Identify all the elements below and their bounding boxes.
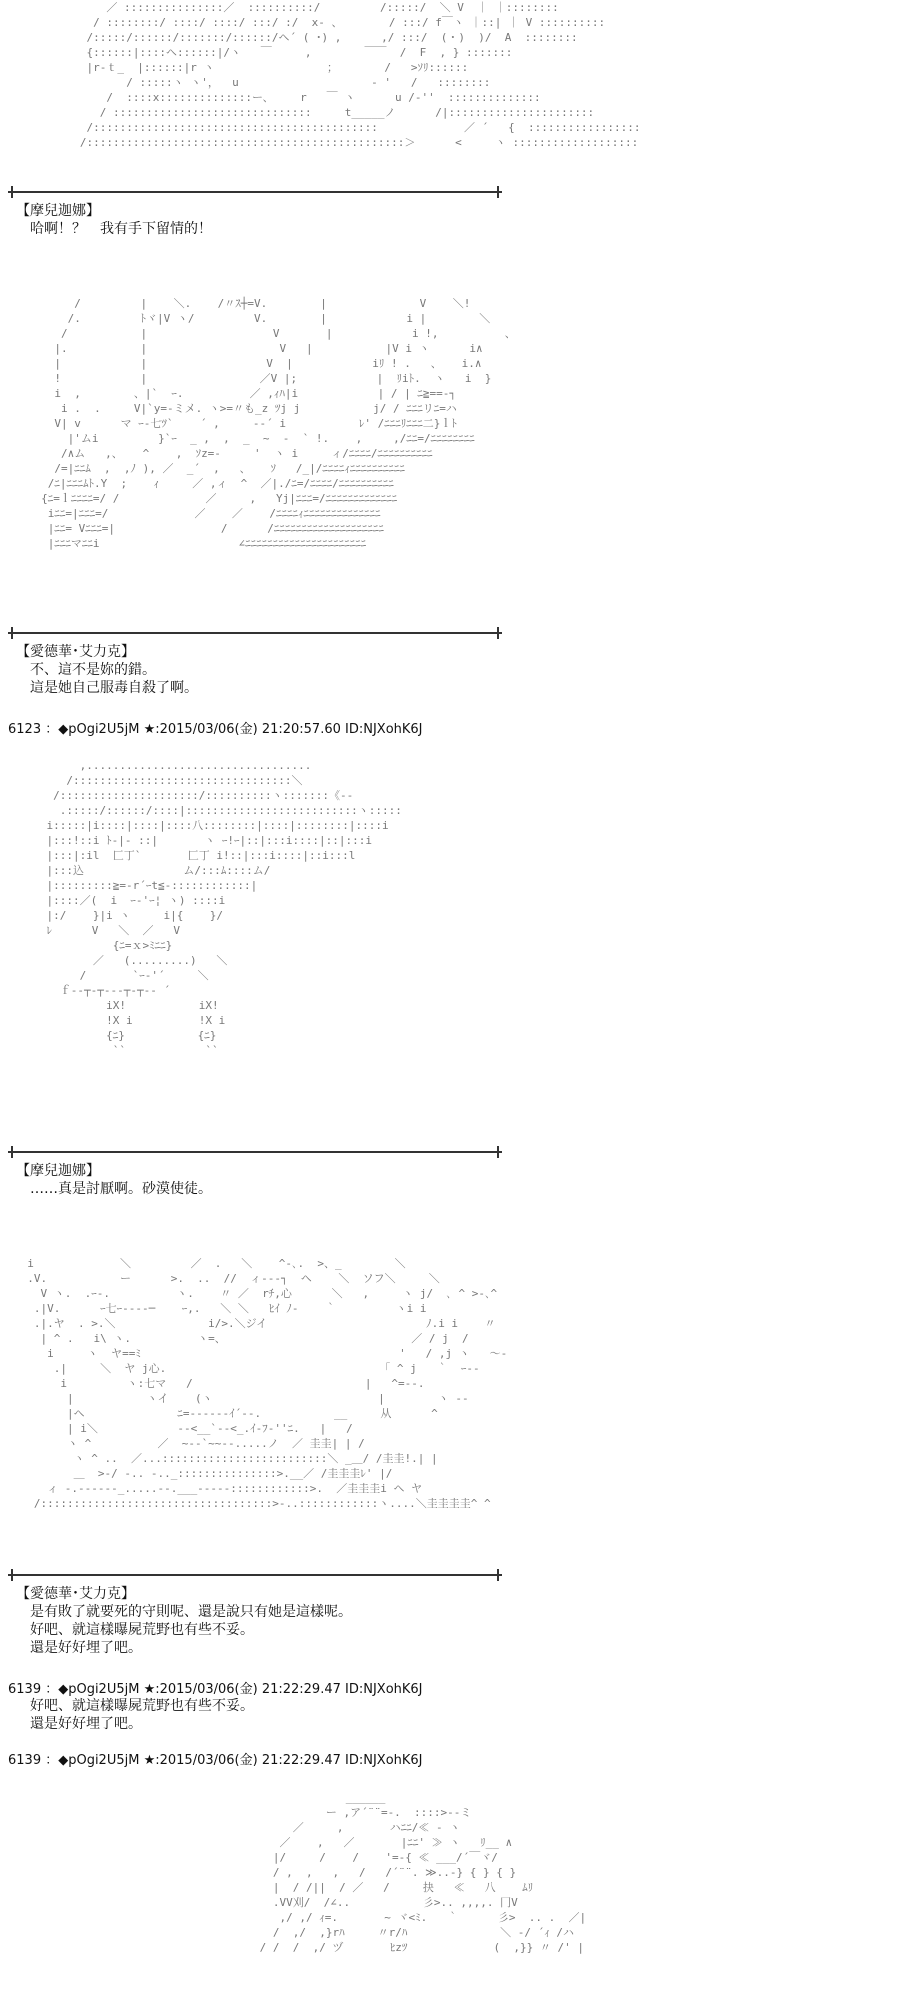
section-divider	[8, 1146, 502, 1158]
post-header: 6123 ：◆pOgi2U5jM ★:2015/03/06(金) 21:20:57.60 ID:NJXohK6J	[8, 722, 423, 737]
dialogue-line: 還是好好埋了吧。	[30, 1716, 142, 1732]
section-divider	[8, 186, 502, 198]
ascii-art-edward-hand: / | ＼. /〃ｽ┼=V. | V ＼! /. ﾄヾ|V ヽ/ V. | i | ＼ / | V | i !, 、 |. | V | |V i ヽ i∧ | | V | iﾘ ! . 、 i.∧ ! | ／V |; | ﾘiﾄ. ヽ i } i , 、|` ｰ. ／ ,ｨﾊ|i | / | ﾆ≧==‐┐ i . . V|`y=-ミメ. ヽ>=〃も_z ﾂj j j/ / ﾆﾆﾆリﾆ=ハ V| v マ ｰ-七ﾂ` ´ , -‐´ i ﾚ' /ﾆﾆﾆﾘﾆﾆﾆ二}ｌﾄ |'ムi }`ｰ _ , , _ ~ - ` !. , ,/ﾆﾆ=/ﾆﾆﾆﾆﾆﾆﾆﾆ /∧ム ,、 ^ , ｿz=- ' ヽ i ィ/ﾆﾆﾆﾆ/ﾆﾆﾆﾆﾆﾆﾆﾆﾆﾆ /=|ﾆﾆﾑ , ,ﾉ ), ／ _´ , 、 ｿ /_|/ﾆﾆﾆﾆｨﾆﾆﾆﾆﾆﾆﾆﾆﾆﾆ /ﾆ|ﾆﾆﾆﾑﾄ.Y ; ｨ ／ ,ィ ^ ／|./ﾆ=/ﾆﾆﾆﾆ/ﾆﾆﾆﾆﾆﾆﾆﾆﾆﾆ {ﾆ=ｌﾆﾆﾆﾆ=/ / ／ , Yj|ﾆﾆﾆ=/ﾆﾆﾆﾆﾆﾆﾆﾆﾆﾆﾆﾆﾆ iﾆﾆ=|ﾆﾆﾆ=/ ／ ／ /ﾆﾆﾆﾆｨﾆﾆﾆﾆﾆﾆﾆﾆﾆﾆﾆﾆﾆﾆ |ﾆﾆ= Vﾆﾆﾆ=| / /ﾆﾆﾆﾆﾆﾆﾆﾆﾆﾆﾆﾆﾆﾆﾆﾆﾆﾆﾆﾆ |ﾆﾆﾆマﾆﾆi ∠ﾆﾆﾆﾆﾆﾆﾆﾆﾆﾆﾆﾆﾆﾆﾆﾆﾆﾆﾆﾆﾆﾆ	[41, 297, 516, 550]
dialogue-line: 哈啊！？ 我有手下留情的！	[30, 221, 212, 237]
dialogue-line: 好吧、就這樣曝屍荒野也有些不妥。	[30, 1698, 254, 1714]
dialogue-line: 還是好好埋了吧。	[30, 1640, 142, 1656]
speaker-name: 【摩兒迦娜】	[16, 203, 100, 219]
dialogue-block	[16, 1162, 212, 1198]
dialogue-block	[16, 643, 198, 697]
dialogue-block	[16, 1697, 254, 1733]
dialogue-line: ……真是討厭啊。砂漠使徒。	[30, 1181, 212, 1197]
ascii-art-edward-closeup: i ＼ ／ . ＼ ^‐､. >、_ ＼ .V. ー >. .. // ィ‐‐‐┐ ヘ ＼ ソフ＼ ＼ V ヽ. .ｰ‐. ヽ. 〃 ／ rﾁ,心 ＼ , ヽ j/ ､ ^ >‐､^ .|V. ｰ七ｰ‐‐‐‐─ ｰ,. ＼ ＼ ﾋｲ ﾉ- ｀ ヽi i .|.ヤ . >.＼ i/>.＼ジイ ﾉ.i i 〃 | ^ . i\ ヽ. ヽ=、 ／ / j / i ヽ ヤ==ﾐ ' / ,j ヽ ～‐ .| ＼ ヤ j心. ｢ ^ j ｀ ｰ‐‐ i ヽ:七マ / | ^=-‐. | ヽイ (ヽ | ヽ ‐‐ |ヘ ﾆ=‐‐‐‐‐‐ｲ´‐‐. __ 从 ^ | i＼ ‐‐<__`‐‐<_.ｲ‐ﾌ‐''ﾆ. | / ヽ ^ ／ ~‐‐`~~‐‐.....ノ ／ 圭圭| | / ヽ ^ .. ／...:::::::::::::::::::::::::＼ _＿/ /圭圭!.| | ＿ >‐/ ‐.. ‐.._:::::::::::::::>.__／ /圭圭圭ﾚ' |/ ィ ‐.‐‐‐‐‐‐_.....‐‐.___‐‐‐‐‐::::::::::::>. ／圭圭圭i ヘ ヤ /:::::::::::::::::::::::::::::::::::>‐..::::::::::::ヽ....＼圭圭圭圭^ ^	[27, 1257, 508, 1510]
dialogue-block	[16, 202, 212, 238]
dialogue-line: 不、這不是妳的錯。	[30, 662, 156, 678]
dialogue-line: 是有敗了就要死的守則呢、還是說只有她是這樣呢。	[30, 1604, 352, 1620]
post-header: 6139 ：◆pOgi2U5jM ★:2015/03/06(金) 21:22:29.47 ID:NJXohK6J	[8, 1753, 423, 1768]
post-header: 6139 ：◆pOgi2U5jM ★:2015/03/06(金) 21:22:29.47 ID:NJXohK6J	[8, 1682, 423, 1697]
section-divider	[8, 627, 502, 639]
dialogue-line: 這是她自己服毒自殺了啊。	[30, 680, 198, 696]
ascii-art-morgana-chibi: ,.................................. /:::::::::::::::::::::::::::::::::＼ /:::::::::::::::::::::/::::::::::ヽ:::::::《‐- .:::::/::::::/::::|::::::::::::::::::::::::::ヽ::::: i:::::|i::::|::::|::::八::::::::|::::|::::::::|::::i |:::!::i ﾄ-|‐ ::| ヽ ｰ!ｰ|::|:::i::::|::|:::i |:::|:il 匚丁` 匚丁 i!::|:::i::::|::i:::l |:::込 ム/:::ﾑ::::ム/ |:::::::::≧=‐r´ｰt≦‐::::::::::::| |::::／( i ｰ‐'ｰ¦ ヽ) ::::i |:/ }|i ヽ i|{ }/ ﾚ V ＼ ／ V {ﾆ=ｘ>ﾐﾆﾆ} ／ (.........) ＼ / `ｰ‐'´ ＼ ｆ‐‐┬‐┬‐‐‐┬‐┬‐‐ ´ iX! iX! !X i !X i {ﾆ} {ﾆ} `` ``	[46, 759, 402, 1057]
ascii-art-morgana-face: ／ :::::::::::::::／ ::::::::::/ /:::::/ ＼ V ｜ ｜:::::::: / ::::::::/ ::::/ ::::/ :::/ :/ x‐ 、 / :::/ f￣ヽ ｜::| ｜ V :::::::::: /:::::/::::::/:::::::/::::::/ヘ´ ( ･) , ,/ :::/ (・) )/ A :::::::: {::::::|::::ヘ::::::|/ヽ ￣ , ￣￣ / F , } ::::::: |r‐ｔ_ |::::::|r ヽ ； / >ｿﾘ:::::: / :::::ヽ ヽ'， u ‐ ' / :::::::: / ::::x::::::::::::::ー、 r ￣ ヽ u /‐'' :::::::::::::: / :::::::::::::::::::::::::::::: t_____ノ /|:::::::::::::::::::::: /::::::::::::::::::::::::::::::::::::::::::: ／ ´ { ::::::::::::::::: /::::::::::::::::::::::::::::::::::::::::::::::::＞ < ヽ :::::::::::::::::::	[79, 1, 641, 149]
dialogue-line: 好吧、就這樣曝屍荒野也有些不妥。	[30, 1622, 254, 1638]
speaker-name: 【摩兒迦娜】	[16, 1163, 100, 1179]
section-divider	[8, 1569, 502, 1581]
speaker-name: 【愛德華･艾力克】	[16, 644, 135, 660]
speaker-name: 【愛德華･艾力克】	[16, 1586, 135, 1602]
ascii-art-character-bottom: ______ ー ,ア´¨¨=‐. ::::>‐-ミ ／ , ハﾆﾆ/≪ ‐ ヽ ／ , ／ |ﾆﾆ' ≫ ヽ ﾘ__ ∧ |/ / / '=‐{ ≪ ___/´￣ヾ/ / , , , / /´¨¨. ≫..‐} { } { } | / /|| / ／ / 抉 ≪ 八 ﾑﾘ .VV刈/ /∠.. 彡>.. ,,,,. 冂V ,/ ,/ ｨ=. ~ ヾ<ﾐ. ｀ 彡> .. . ／| / ,/ ,}rﾊ 〃r/ﾊ ＼ ‐/ ´ｨ /ハ / / / ,/ ヅ ﾋzﾂ ( ,}} 〃 /' |	[259, 1791, 587, 1954]
dialogue-block	[16, 1585, 352, 1657]
